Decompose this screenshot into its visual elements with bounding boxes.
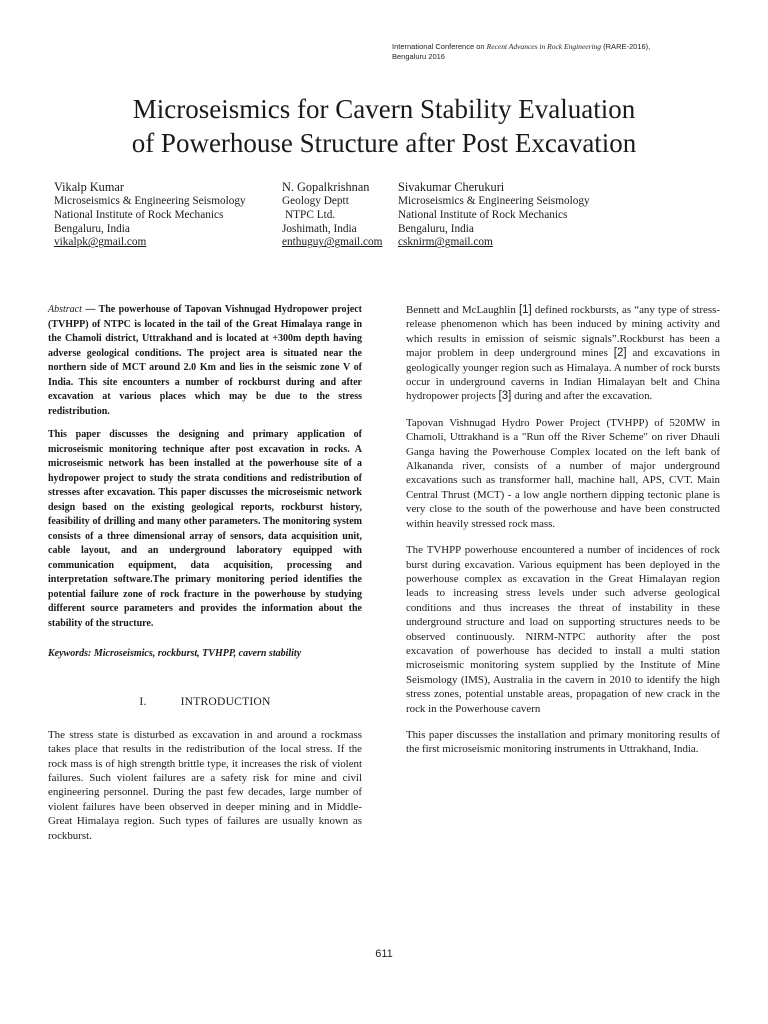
section-heading-introduction (48, 695, 362, 709)
author-block-1 (54, 180, 246, 250)
abstract-paragraph-2: This paper discusses the designing and primary application of microseismic monitoring technique after post excavation in rocks. A microseismic network has been installed at the powerhouse site of a hydropower project to study the strata conditions and redistribution of stresses after excavation. This paper discusses the microseismic network design based on the existing geological reports, rockburst history, feasibility of drilling and many other parameters. The monitoring system consists of a three dimensional array of sensors, data acquisition unit, cable layout, and an underground laboratory equipped with communication equipment, data acquisition, processing and interpretation software.The primary monitoring period identifies the potential failure zone of rock fracture in the powerhouse by studying different source parameters and provides the information about the stability of the structure. (48, 429, 362, 629)
abstract-label: Abstract (48, 304, 82, 315)
section-title: INTRODUCTION (180, 695, 271, 709)
section-number: I. (139, 695, 147, 709)
author-city: Joshimath, India (282, 222, 357, 235)
author-email[interactable]: vikalpk@gmail.com (54, 236, 147, 249)
right-paragraph-3: The TVHPP powerhouse encountered a number of incidences of rock burst during excavation. Various equipment has been deployed in the powerhouse complex as excavation in the Great Himalayan region leads to increasing stress levels under such adverse geological conditions and thus increases the threat of instability in these underground structure and load on supporting structures needs to be observed continuously. NIRM-NTPC authority after the post excavation of powerhouse has decided to install a multi station microseismic monitoring system supplied by the Institute of Mine Seismology (IMS), Australia in the cavern in 2010 to identify the high stress zones, potential unstable areas, propagation of new crack in the rock in the Powerhouse cavern (406, 544, 720, 715)
p1-part-d: during and after the excavation. (511, 390, 653, 403)
right-paragraph-2: Tapovan Vishnugad Hydro Power Project (TVHPP) of 520MW in Chamoli, Uttrakhand is a "Run off the River Scheme" on river Dhauli Ganga having the Powerhouse Complex located on the left bank of Alkananda river, consists of a number of major underground excavations such as transformer hall, machine hall, APS, CVT. Main Central Thrust (MCT) - a low angle northern dipping tectonic plane is very close to the south of the powerhouse and have been constructed within heavily stressed rock mass. (406, 416, 720, 530)
conference-suffix: (RARE-2016), (601, 42, 651, 51)
author-block-3 (398, 180, 590, 250)
p1-part-a: Bennett and McLaughlin (406, 304, 519, 316)
citation-2[interactable]: [2] (613, 347, 627, 360)
author-name: Vikalp Kumar (54, 180, 124, 194)
paper-title (40, 92, 728, 160)
title-line-2: of Powerhouse Structure after Post Excavation (131, 128, 637, 158)
p1-part-b: defined rockbursts, as “any type of stress-release phenomenon which has been induced by mining activity and which results in emission of seismic signals”.Rockburst has been a major problem in deep underground mines (406, 304, 720, 360)
conference-header (392, 42, 732, 62)
author-city: Bengaluru, India (398, 222, 474, 235)
conference-venue: Recent Advances in Rock Engineering (486, 42, 602, 51)
conference-prefix: International Conference on (392, 42, 487, 51)
citation-3[interactable]: [3] (498, 390, 512, 403)
author-dept: Microseismics & Engineering Seismology (54, 195, 246, 207)
right-paragraph-4: This paper discusses the installation and primary monitoring results of the first microseismic monitoring instruments in Uttrakhand, India. (406, 728, 720, 756)
author-org: National Institute of Rock Mechanics (398, 208, 568, 221)
author-email[interactable]: csknirm@gmail.com (398, 236, 493, 249)
keywords: Keywords: Microseismics, rockburst, TVHPP, cavern stability (48, 648, 302, 659)
page-number: 611 (375, 948, 393, 960)
author-name: Sivakumar Cherukuri (398, 180, 505, 194)
author-name: N. Gopalkrishnan (282, 180, 370, 194)
author-city: Bengaluru, India (54, 222, 130, 235)
introduction-paragraph: The stress state is disturbed as excavation in and around a rockmass takes place that results in the redistribution of the local stress. If the rock mass is of high strength brittle type, it increases the risk of violent failures. Such violent failures are a safety risk for mine and civil engineering personnel. During the past few decades, large number of violent failures have been observed in deeper mining and in Middle-Great Himalaya region. Such types of failures are usually known as rockburst. (48, 728, 362, 842)
author-email[interactable]: enthuguy@gmail.com (282, 236, 383, 249)
p1-part-c: and excavations in geologically younger region such as Himalaya. A number of rock bursts occur in underground caverns in Indian Himalayan belt and China hydropower projects (406, 347, 720, 403)
author-org: National Institute of Rock Mechanics (54, 208, 224, 221)
author-org: NTPC Ltd. (285, 208, 336, 221)
right-paragraph-1 (406, 303, 720, 404)
abstract-text-1: The powerhouse of Tapovan Vishnugad Hydropower project (TVHPP) of NTPC is located in the tail of the Great Himalaya range in the Chamoli district, Uttrakhand and is located at +300m depth having adverse geological conditions. The project area is situated near the northern side of MCT around 2.0 Km and lies in the seismic zone V of India. This site encounters a number of rockburst during and after excavation at various places which may be due to the stress redistribution. (48, 304, 362, 417)
author-dept: Microseismics & Engineering Seismology (398, 195, 590, 207)
author-dept: Geology Deptt (282, 195, 349, 207)
abstract-paragraph-1 (48, 303, 362, 419)
author-block-2 (277, 180, 382, 250)
title-line-1: Microseismics for Cavern Stability Evaluation (132, 94, 636, 124)
conference-location: Bengaluru 2016 (392, 52, 445, 61)
left-column (48, 303, 362, 843)
citation-1[interactable]: [1] (518, 304, 532, 316)
abstract-dash: — (81, 304, 99, 315)
right-column (406, 303, 720, 757)
